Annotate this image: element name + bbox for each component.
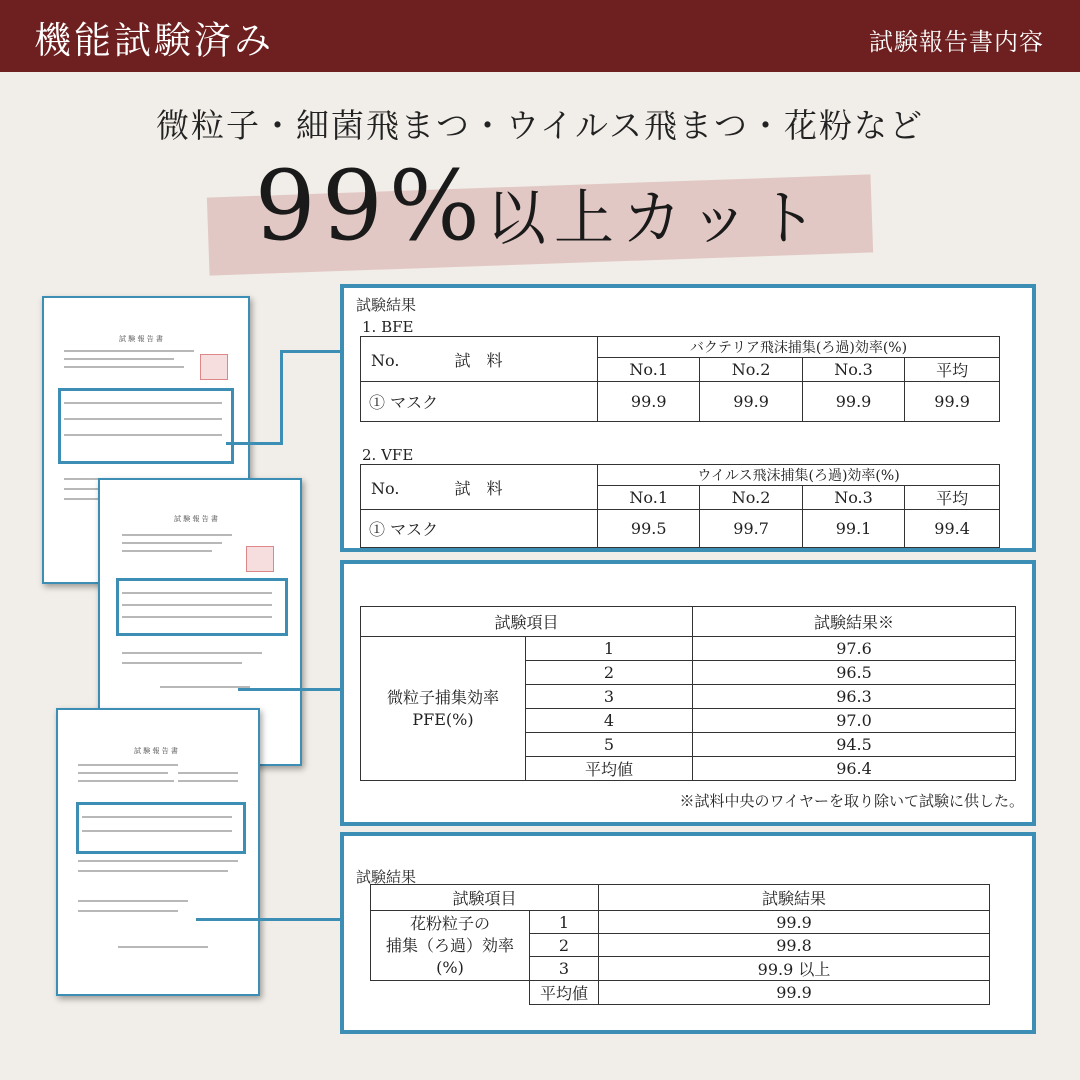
- table-row: [371, 911, 990, 934]
- panel3-title: 試験結果: [356, 868, 417, 886]
- thumb-doc-title: 試 験 報 告 書: [134, 747, 178, 755]
- connector-line-1: [280, 350, 342, 353]
- pfe-row-value: 94.5: [693, 733, 1016, 757]
- pfe-table: [360, 606, 1016, 781]
- pfe-row-value: 96.3: [693, 685, 1016, 709]
- pollen-result-panel: [340, 832, 1036, 1034]
- page-subtitle: 試験報告書内容: [869, 28, 1044, 56]
- seal-stamp: [246, 546, 274, 572]
- pfe-row-no: 1: [526, 637, 693, 661]
- bfe-value: 99.9: [905, 382, 1000, 422]
- header-bar: [0, 0, 1080, 72]
- bfe-col-header: No.2: [700, 358, 802, 382]
- pollen-item-header: 試験項目: [371, 885, 599, 911]
- vfe-value: 99.4: [905, 510, 1000, 548]
- connector-line-1: [226, 442, 280, 445]
- bfe-value: 99.9: [598, 382, 700, 422]
- report-thumbnail-3: [56, 708, 260, 996]
- vfe-table: [360, 464, 1000, 548]
- bfe-vfe-result-panel: [340, 284, 1036, 552]
- pfe-result-header: 試験結果※: [693, 607, 1016, 637]
- pfe-row-no: 2: [526, 661, 693, 685]
- headline-main: [0, 150, 1080, 262]
- pfe-row-no: 平均値: [526, 757, 693, 781]
- pfe-row-no: 5: [526, 733, 693, 757]
- pollen-result-header: 試験結果: [599, 885, 990, 911]
- bfe-group-header: バクテリア飛沫捕集(ろ過)効率(%): [598, 337, 1000, 358]
- thumb-highlight-frame: [116, 578, 288, 636]
- pollen-table: [370, 884, 990, 1005]
- vfe-row-label: ① マスク: [361, 510, 598, 548]
- vfe-value: 99.5: [598, 510, 700, 548]
- pfe-item-label: 微粒子捕集効率 PFE(%): [361, 637, 526, 781]
- bfe-sample-header: 試 料: [454, 350, 503, 370]
- bfe-col-header: No.3: [802, 358, 904, 382]
- pollen-row-value: 99.9: [599, 911, 990, 934]
- bfe-col-header: No.1: [598, 358, 700, 382]
- panel1-title: 試験結果: [356, 296, 417, 314]
- vfe-section-label: 2. VFE: [362, 446, 414, 464]
- thumb-doc-title: 試 験 報 告 書: [174, 515, 218, 523]
- table-row: [361, 382, 1000, 422]
- table-row: [361, 637, 1016, 661]
- headline-line1: 微粒子・細菌飛まつ・ウイルス飛まつ・花粉など: [155, 106, 925, 145]
- thumb-doc-title: 試 験 報 告 書: [119, 335, 163, 343]
- vfe-group-header: ウイルス飛沫捕集(ろ過)効率(%): [598, 465, 1000, 486]
- pfe-footnote: ※試料中央のワイヤーを取り除いて試験に供した。: [679, 792, 1024, 810]
- pfe-row-value: 97.0: [693, 709, 1016, 733]
- thumb-highlight-frame: [58, 388, 234, 464]
- connector-line-3: [196, 918, 342, 921]
- pollen-row-no: 1: [530, 911, 599, 934]
- table-row: [361, 510, 1000, 548]
- pfe-row-value: 97.6: [693, 637, 1016, 661]
- page-title: 機能試験済み: [34, 19, 274, 62]
- bfe-section-label: 1. BFE: [362, 318, 414, 336]
- vfe-sample-header: 試 料: [454, 478, 503, 498]
- pfe-row-no: 3: [526, 685, 693, 709]
- table-row: [371, 981, 990, 1005]
- pfe-row-value: 96.5: [693, 661, 1016, 685]
- seal-stamp: [200, 354, 228, 380]
- pollen-row-no: 平均値: [530, 981, 599, 1005]
- pfe-row-no: 4: [526, 709, 693, 733]
- bfe-value: 99.9: [802, 382, 904, 422]
- vfe-no-header: No.: [371, 478, 400, 498]
- bfe-col-header: 平均: [905, 358, 1000, 382]
- pfe-result-panel: [340, 560, 1036, 826]
- vfe-col-header: No.3: [802, 486, 904, 510]
- pfe-item-header: 試験項目: [361, 607, 693, 637]
- pollen-row-no: 2: [530, 934, 599, 957]
- pollen-row-value: 99.9 以上: [599, 957, 990, 981]
- vfe-col-header: No.1: [598, 486, 700, 510]
- vfe-value: 99.7: [700, 510, 802, 548]
- pollen-row-no: 3: [530, 957, 599, 981]
- connector-line-1: [280, 350, 283, 445]
- pollen-row-value: 99.9: [599, 981, 990, 1005]
- bfe-row-label: ① マスク: [361, 382, 598, 422]
- vfe-col-header: 平均: [905, 486, 1000, 510]
- bfe-value: 99.9: [700, 382, 802, 422]
- connector-line-2: [238, 688, 342, 691]
- bfe-no-header: No.: [371, 350, 400, 370]
- headline-rest: 以上カット: [485, 184, 826, 254]
- vfe-col-header: No.2: [700, 486, 802, 510]
- pollen-row-value: 99.8: [599, 934, 990, 957]
- headline-percent: 99%: [254, 150, 486, 262]
- bfe-table: [360, 336, 1000, 422]
- vfe-value: 99.1: [802, 510, 904, 548]
- pollen-item-label: 花粉粒子の 捕集（ろ過）効率 (%): [371, 911, 530, 981]
- thumb-highlight-frame: [76, 802, 246, 854]
- pfe-row-value: 96.4: [693, 757, 1016, 781]
